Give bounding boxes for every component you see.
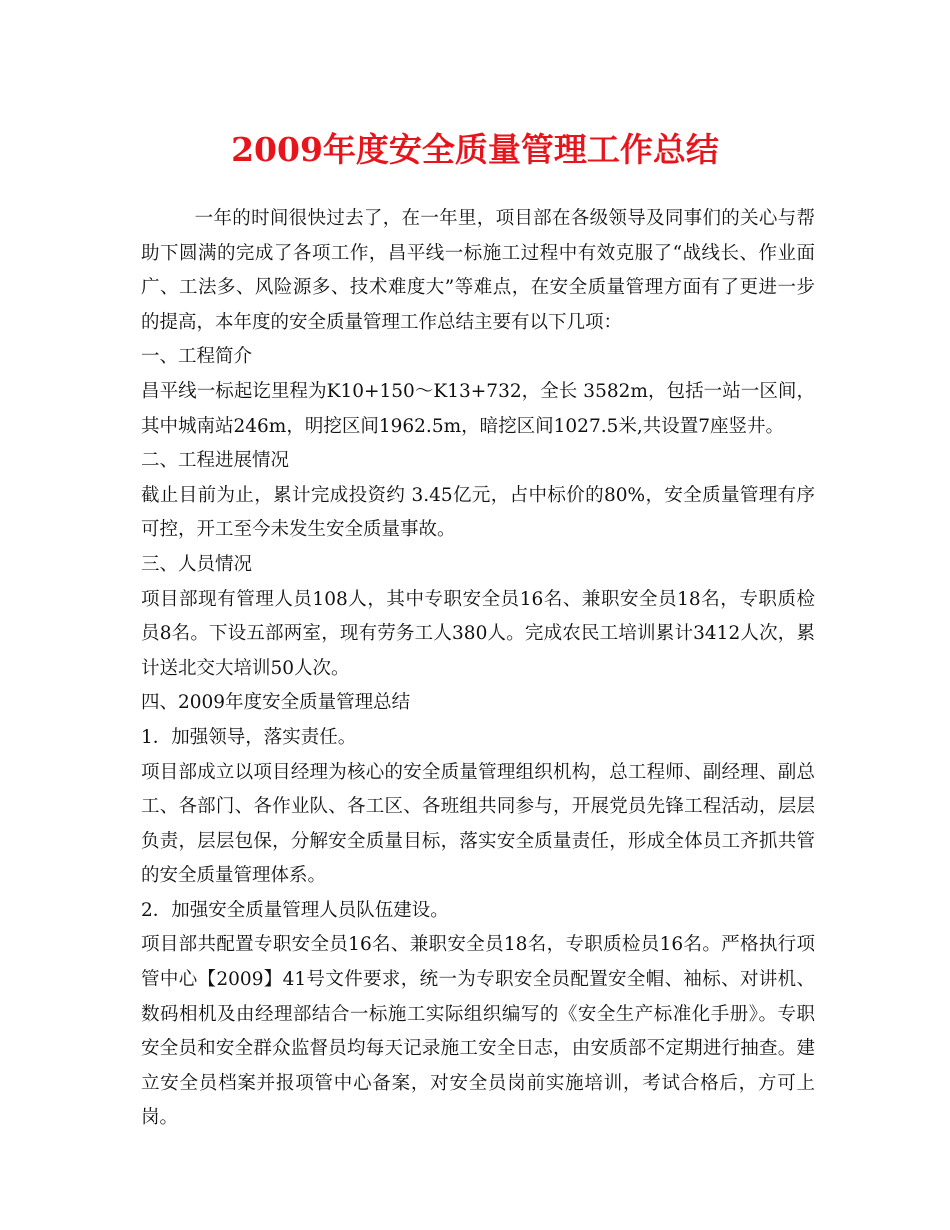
section-heading-project-overview: 一、工程简介 xyxy=(141,346,253,368)
section-heading-progress: 二、工程进展情况 xyxy=(141,450,290,472)
subsection-heading-leadership: 1．加强领导，落实责任。 xyxy=(141,726,357,748)
section-text-personnel: 项目部现有管理人员108人，其中专职安全员16名、兼职安全员18名，专职质检员8名。下设五部两室，现有劳务工人380人。完成农民工培训累计3412人次，累计送北交大培训50人次。 xyxy=(141,588,815,679)
subsection-text-team-building: 项目部共配置专职安全员16名、兼职安全员18名，专职质检员16名。严格执行项管中心【2009】41号文件要求，统一为专职安全员配置安全帽、袖标、对讲机、数码相机及由经理部结合一标施工实际组织编写的《安全生产标准化手册》。专职安全员和安全群众监督员均每天记录施工安全日志，由安质部不定期进行抽查。建立安全员档案并报项管中心备案，对安全员岗前实施培训，考试合格后，方可上岗。 xyxy=(141,934,815,1129)
intro-paragraph: 一年的时间很快过去了，在一年里，项目部在各级领导及同事们的关心与帮助下圆满的完成了各项工作，昌平线一标施工过程中有效克服了“战线长、作业面广、工法多、风险源多、技术难度大”等难点，在安全质量管理方面有了更进一步的提高，本年度的安全质量管理工作总结主要有以下几项： xyxy=(141,208,815,333)
section-heading-annual-summary: 四、2009年度安全质量管理总结 xyxy=(141,692,411,714)
section-text-project-overview: 昌平线一标起讫里程为K10+150～K13+732，全长 3582m，包括一站一区间，其中城南站246m，明挖区间1962.5m，暗挖区间1027.5米,共设置7座竖井。 xyxy=(141,380,815,437)
subsection-text-leadership: 项目部成立以项目经理为核心的安全质量管理组织机构，总工程师、副经理、副总工、各部门、各作业队、各工区、各班组共同参与，开展党员先锋工程活动，层层负责，层层包保，分解安全质量目标，落实安全质量责任，形成全体员工齐抓共管的安全质量管理体系。 xyxy=(141,761,815,887)
subsection-heading-team-building: 2．加强安全质量管理人员队伍建设。 xyxy=(141,899,449,921)
document-body xyxy=(141,202,815,1136)
section-heading-personnel: 三、人员情况 xyxy=(141,553,253,575)
document-title: 2009年度安全质量管理工作总结 xyxy=(231,130,719,169)
section-text-progress: 截止目前为止，累计完成投资约 3.45亿元，占中标价的80%，安全质量管理有序可控，开工至今未发生安全质量事故。 xyxy=(141,484,815,541)
